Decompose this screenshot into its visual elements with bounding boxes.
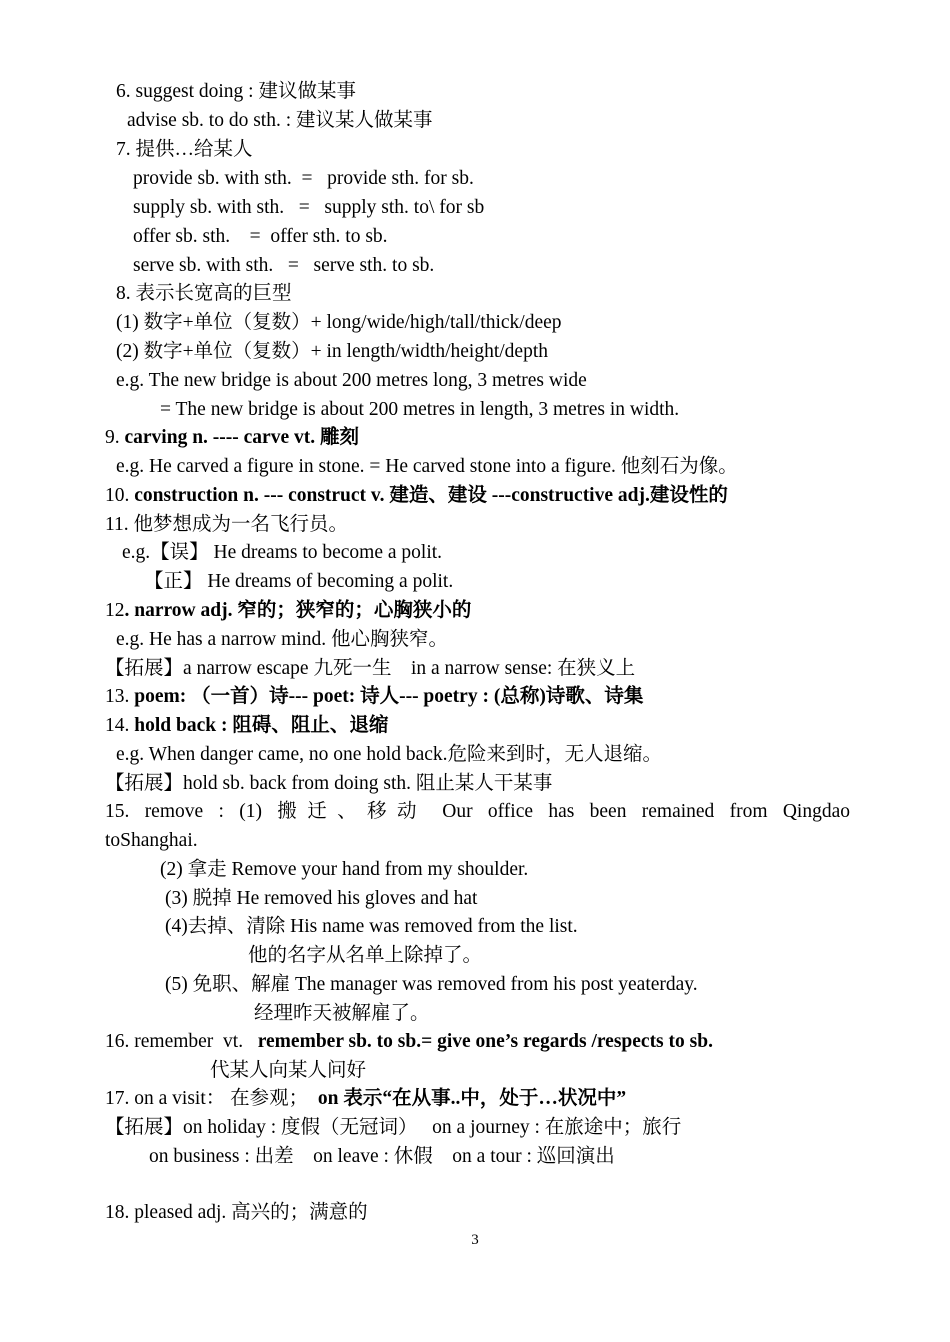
item-17-heading <box>105 1087 626 1111</box>
item-9-example: e.g. He carved a figure in stone. = He carved stone into a figure. 他刻石为像。 <box>116 456 738 477</box>
item-12-heading <box>105 599 471 623</box>
item-12-example: e.g. He has a narrow mind. 他心胸狭窄。 <box>116 629 448 650</box>
item-13-heading <box>105 685 643 709</box>
item-14-number: 14. <box>105 715 135 736</box>
item-16-heading <box>105 1030 713 1054</box>
item-9-term: carving n. ---- carve vt. 雕刻 <box>124 427 359 448</box>
item-11-right: 【正】 He dreams of becoming a polit. <box>144 571 454 592</box>
item-17-term: on 表示“在从事..中，处于…状况中” <box>317 1088 627 1109</box>
item-11-heading: 11. 他梦想成为一名飞行员。 <box>105 514 349 535</box>
item-9-heading <box>105 426 359 450</box>
item-15-heading-cont: toShanghai. <box>105 830 198 851</box>
item-14-extension: 【拓展】hold sb. back from doing sth. 阻止某人干某事 <box>105 773 553 794</box>
item-15-sense-2: (2) 拿走 Remove your hand from my shoulder. <box>160 859 529 880</box>
item-14-heading <box>105 714 388 738</box>
item-10-number: 10. <box>105 485 135 506</box>
item-16-number: 16. remember vt. <box>105 1031 258 1052</box>
item-15-sense-5: (5) 免职、解雇 The manager was removed from his post yeaterday. <box>165 974 698 995</box>
item-16-term: remember sb. to sb.= give one’s regards /respects to sb. <box>257 1031 713 1052</box>
item-15-sense-5-translation: 经理昨天被解雇了。 <box>254 1003 430 1024</box>
item-12-number: 12 <box>105 600 125 621</box>
item-17-extension-2: on business : 出差 on leave : 休假 on a tour : 巡回演出 <box>149 1146 615 1167</box>
item-17-extension: 【拓展】on holiday : 度假（无冠词） on a journey : 在旅途中；旅行 <box>105 1117 682 1138</box>
item-12-extension: 【拓展】a narrow escape 九死一生 in a narrow sense: 在狭义上 <box>105 658 636 679</box>
item-12-term: . narrow adj. 窄的；狭窄的；心胸狭小的 <box>124 600 472 621</box>
line-7: 7. 提供…给某人 <box>116 139 253 160</box>
item-15-sense-4-translation: 他的名字从名单上除掉了。 <box>248 945 483 966</box>
item-10-term: construction n. --- construct v. 建造、建设 ---constructive adj.建设性的 <box>134 485 728 506</box>
line-6: 6. suggest doing : 建议做某事 <box>116 81 356 102</box>
item-13-number: 13. <box>105 686 135 707</box>
item-14-example: e.g. When danger came, no one hold back.危险来到时，无人退缩。 <box>116 744 663 765</box>
item-10-heading <box>105 484 728 508</box>
item-11-wrong: e.g.【误】 He dreams to become a polit. <box>122 542 443 563</box>
item-15-sense-3: (3) 脱掉 He removed his gloves and hat <box>165 888 478 909</box>
item-15-sense-4: (4)去掉、清除 His name was removed from the list. <box>165 916 578 937</box>
item-15-heading: 15. remove : (1) 搬迁、移动 Our office has been remained from Qingdao <box>105 801 850 822</box>
line-7-serve: serve sb. with sth. = serve sth. to sb. <box>133 255 435 276</box>
item-17-number: 17. on a visit： 在参观； <box>105 1088 318 1109</box>
line-8-2: (2) 数字+单位（复数）+ in length/width/height/depth <box>116 341 548 362</box>
item-9-number: 9. <box>105 427 125 448</box>
line-7-provide: provide sb. with sth. = provide sth. for sb. <box>133 168 474 189</box>
line-8: 8. 表示长宽高的巨型 <box>116 283 292 304</box>
line-6-advise: advise sb. to do sth. : 建议某人做某事 <box>127 110 433 131</box>
line-8-eg2: = The new bridge is about 200 metres in length, 3 metres in width. <box>160 399 680 420</box>
line-7-offer: offer sb. sth. = offer sth. to sb. <box>133 226 388 247</box>
item-13-term: poem: （一首）诗--- poet: 诗人--- poetry : (总称)诗歌、诗集 <box>134 686 644 707</box>
line-7-supply: supply sb. with sth. = supply sth. to\ for sb <box>133 197 485 218</box>
line-8-eg: e.g. The new bridge is about 200 metres long, 3 metres wide <box>116 370 587 391</box>
item-18-heading: 18. pleased adj. 高兴的；满意的 <box>105 1202 368 1223</box>
item-14-term: hold back : 阻碍、阻止、退缩 <box>134 715 389 736</box>
page-number: 3 <box>471 1232 479 1248</box>
line-8-1: (1) 数字+单位（复数）+ long/wide/high/tall/thick/deep <box>116 312 562 333</box>
item-16-translation: 代某人向某人问好 <box>210 1060 367 1081</box>
